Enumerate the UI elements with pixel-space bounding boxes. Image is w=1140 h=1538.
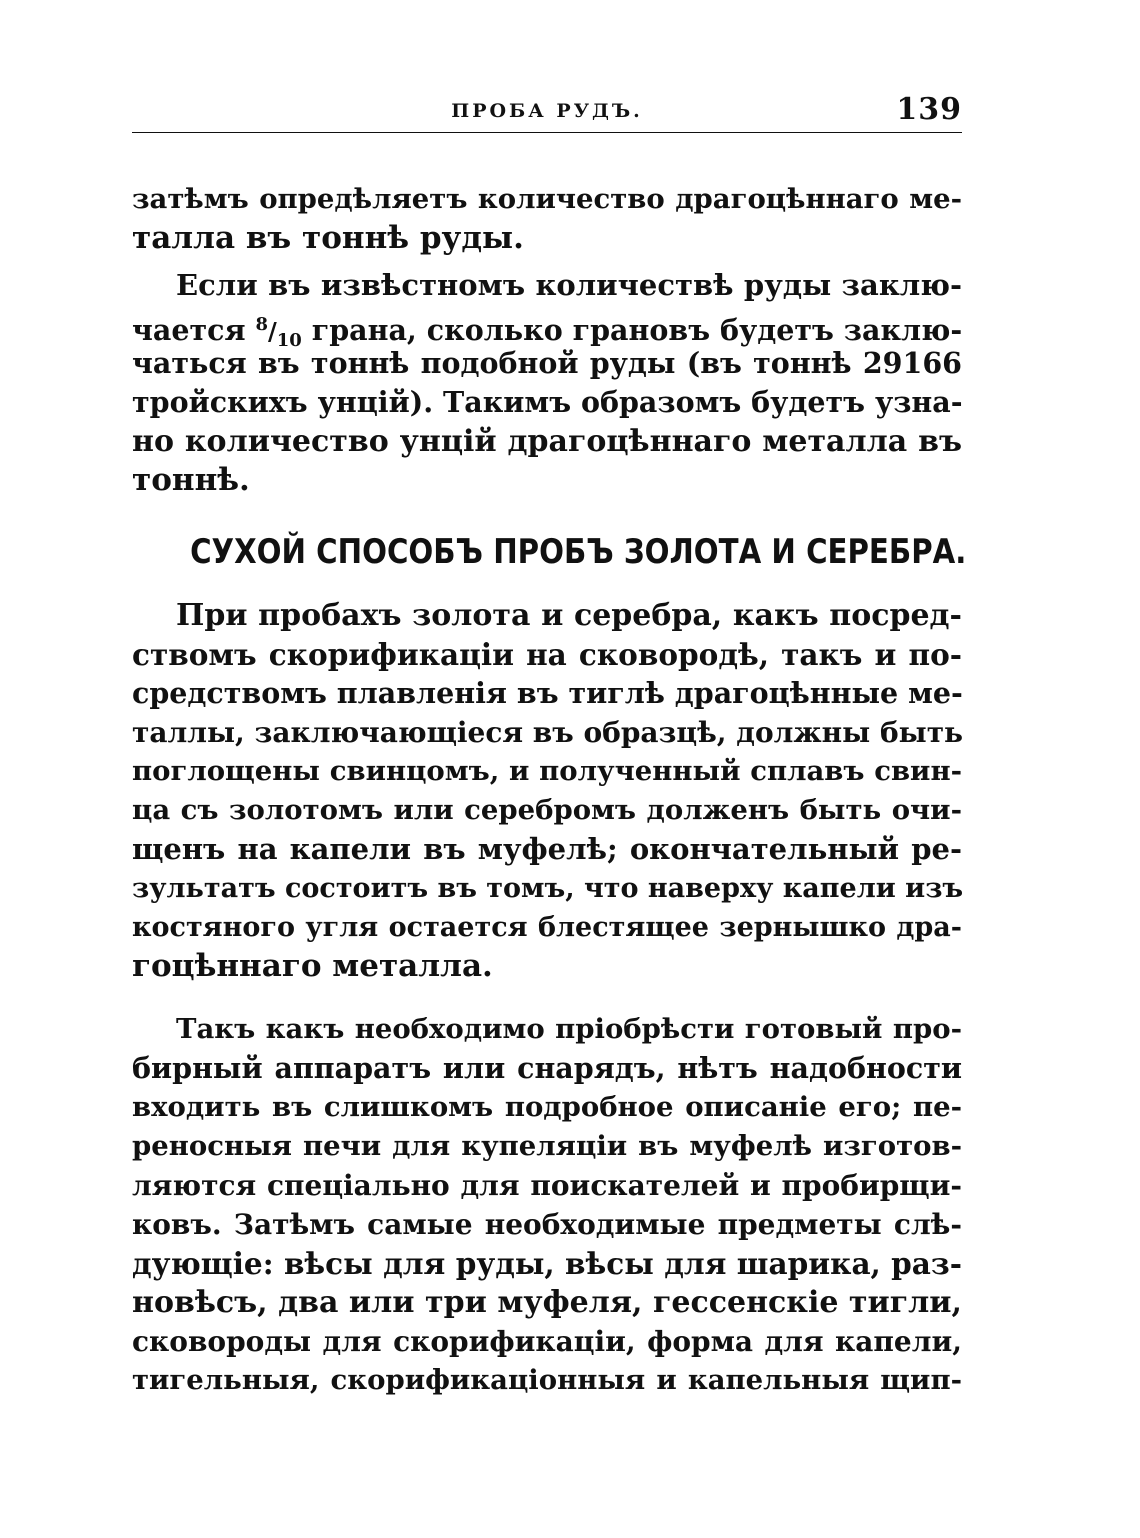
text-line: При пробахъ золота и серебра, какъ посред- (176, 598, 962, 633)
continued-paragraph (132, 180, 962, 258)
text-line: ляются спеціально для поискателей и пробирщи- (132, 1169, 962, 1202)
fraction-slash: / (267, 317, 277, 346)
text-line: ца съ золотомъ или серебромъ долженъ быть очи- (132, 794, 962, 826)
text-line: средствомъ плавленія въ тиглѣ драгоцѣнные ме- (132, 676, 963, 710)
paragraph-1 (132, 266, 962, 500)
text-fragment: грана, сколько грановъ будетъ заклю- (301, 313, 963, 347)
running-head (132, 92, 962, 132)
text-line: новѣсъ, два или три муфеля, гессенскіе тигли, (132, 1285, 962, 1320)
text-line: тоннѣ. (132, 462, 250, 498)
text-fragment: чается (132, 313, 256, 347)
text-line: щенъ на капели въ муфелѣ; окончательный ре- (132, 832, 962, 866)
text-line: входить въ слишкомъ подробное описаніе его; пе- (132, 1091, 962, 1123)
text-line: таллы, заключающіеся въ образцѣ, должны быть (132, 716, 964, 749)
text-line: гоцѣннаго металла. (132, 948, 493, 984)
text-line: костяного угля остается блестящее зернышко дра- (132, 912, 962, 943)
text-line: сковороды для скорификаціи, форма для капели, (132, 1325, 962, 1358)
section-heading: СУХОЙ СПОСОБЪ ПРОБЪ ЗОЛОТА И СЕРЕБРА. (190, 532, 967, 572)
page-number: 139 (896, 92, 962, 127)
text-line-with-fraction (132, 305, 963, 351)
text-line: но количество унцій драгоцѣннаго металла въ (132, 424, 962, 459)
text-line: тигельныя, скорификаціонныя и капельныя щип- (132, 1364, 962, 1396)
text-line: талла въ тоннѣ руды. (132, 220, 524, 256)
text-line: поглощены свинцомъ, и полученный сплавъ свин- (132, 755, 962, 787)
fraction (255, 314, 302, 351)
fraction-numerator: 8 (255, 314, 268, 335)
text-line: тройскихъ унцій). Такимъ образомъ будетъ узна- (132, 385, 963, 419)
text-line: зультатъ состоитъ въ томъ, что наверху капели изъ (132, 873, 964, 904)
text-line: ковъ. Затѣмъ самые необходимые предметы слѣ- (132, 1208, 962, 1241)
text-line: реносныя печи для купеляціи въ муфелѣ изготов- (132, 1130, 962, 1162)
text-line: чаться въ тоннѣ подобной руды (въ тоннѣ 29166 (132, 346, 962, 380)
header-rule (132, 132, 962, 133)
text-line: бирный аппаратъ или снарядъ, нѣтъ надобности (132, 1051, 962, 1085)
paragraph-2 (132, 596, 962, 986)
fraction-denominator: 10 (276, 330, 302, 351)
text-line: Такъ какъ необходимо пріобрѣсти готовый про- (176, 1013, 962, 1045)
text-line: дующіе: вѣсы для руды, вѣсы для шарика, раз- (132, 1246, 962, 1281)
paragraph-3 (132, 1010, 962, 1400)
text-line: затѣмъ опредѣляетъ количество драгоцѣннаго ме- (132, 183, 962, 215)
text-line: Если въ извѣстномъ количествѣ руды заклю- (176, 268, 962, 302)
text-line: ствомъ скорификаціи на сковородѣ, такъ и по- (132, 637, 962, 672)
running-title: ПРОБА РУДЪ. (451, 100, 643, 122)
